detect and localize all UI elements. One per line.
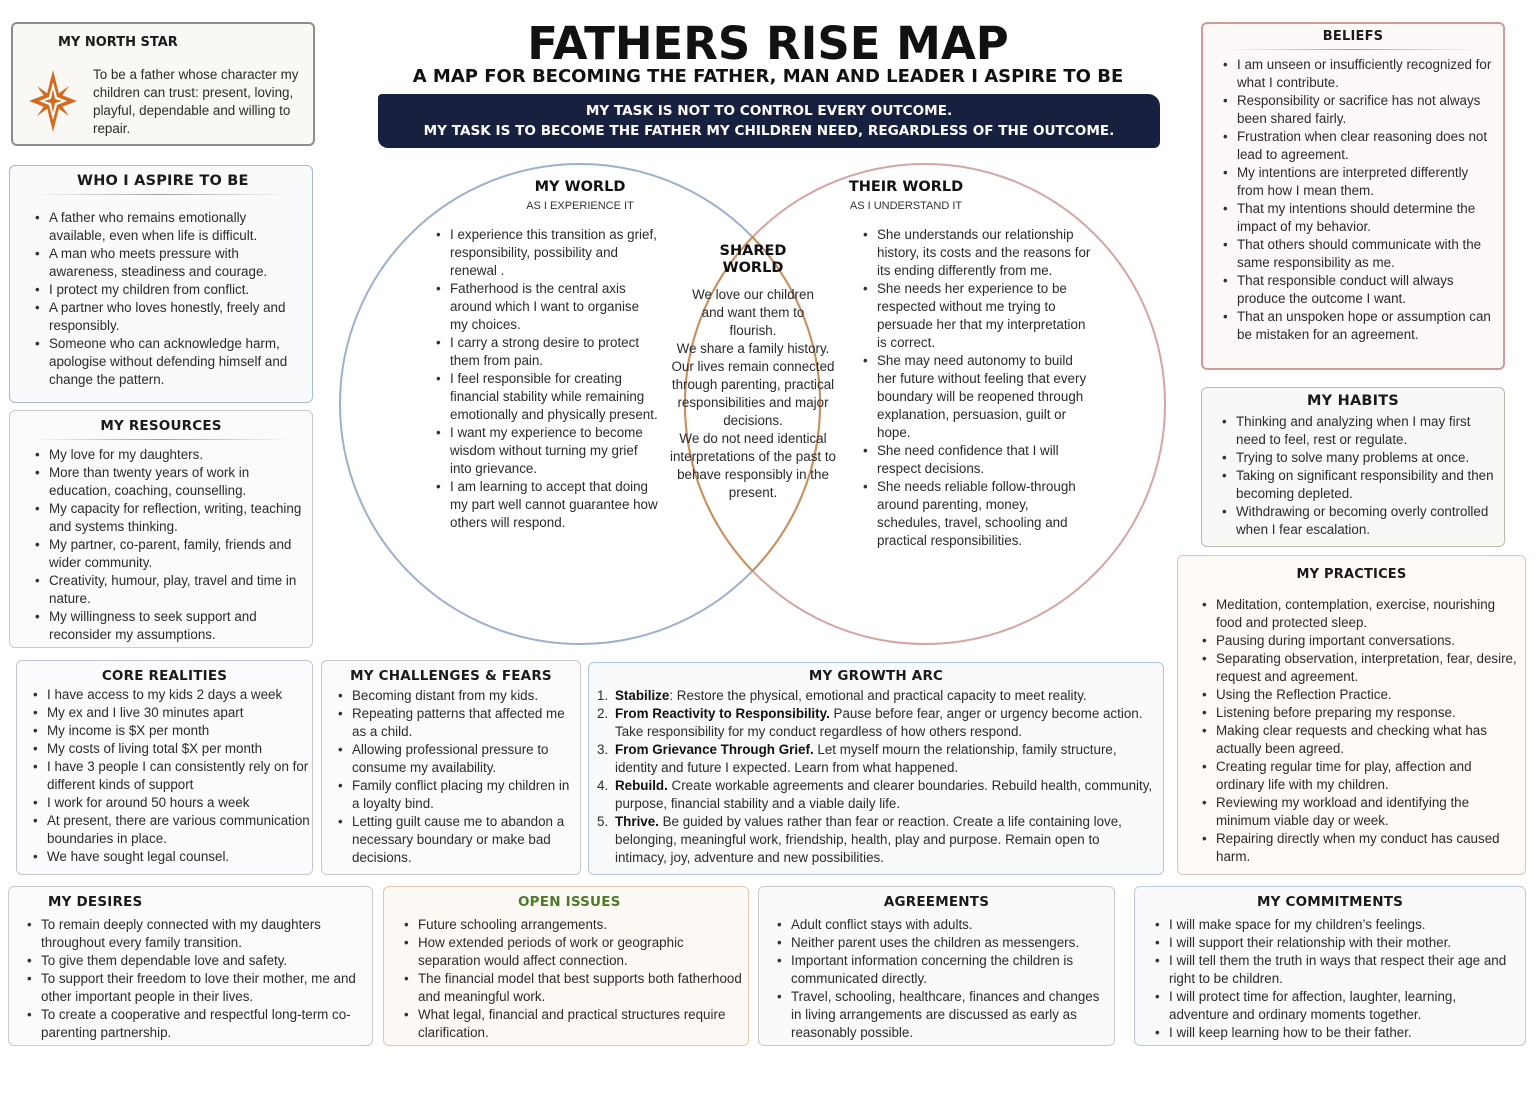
step-number: 2. — [597, 706, 609, 721]
list-item: • To support their freedom to love their mother, me and other important people in their lives. — [21, 970, 366, 1006]
list-item: • Future schooling arrangements. — [398, 916, 742, 934]
list-item: • I am learning to accept that doing my part well cannot guarantee how others will respond. — [430, 478, 658, 532]
list-item: • Important information concerning the children is communicated directly. — [771, 952, 1110, 988]
list-item: • Someone who can acknowledge harm, apologise without defending himself and change the pattern. — [29, 335, 306, 389]
list-item: • My ex and I live 30 minutes apart — [27, 704, 310, 722]
list-item: • Allowing professional pressure to consume my availability. — [332, 741, 574, 777]
list-item: • I carry a strong desire to protect them from pain. — [430, 334, 658, 370]
list-item: • That an unspoken hope or assumption can be mistaken for an agreement. — [1217, 308, 1497, 344]
list-item: • Withdrawing or becoming overly controlled when I fear escalation. — [1216, 503, 1500, 539]
resources-title: MY RESOURCES — [100, 418, 222, 434]
open-issues-list — [398, 916, 742, 1042]
growth-step — [593, 813, 1155, 867]
list-item: • I am unseen or insufficiently recognized for what I contribute. — [1217, 56, 1497, 92]
step-number: 3. — [597, 742, 609, 757]
divider — [30, 439, 292, 440]
their-world-title: THEIR WORLD — [848, 179, 964, 195]
task-banner — [378, 94, 1160, 148]
divider — [1223, 49, 1483, 50]
step-heading: Rebuild. — [615, 778, 668, 793]
step-text: Be guided by values rather than fear or reaction. Create a life containing love, belonging, meaningful work, friendship, health, play and purpose. Remain open to intimacy, joy, adventure and new possibilities. — [615, 814, 1122, 865]
list-item: • I have access to my kids 2 days a week — [27, 686, 310, 704]
list-item: • What legal, financial and practical structures require clarification. — [398, 1006, 742, 1042]
list-item: • To give them dependable love and safety. — [21, 952, 366, 970]
list-item: • I want my experience to become wisdom without turning my grief into grievance. — [430, 424, 658, 478]
growth-arc-list — [593, 687, 1155, 867]
list-item: • Meditation, contemplation, exercise, nourishing food and protected sleep. — [1196, 596, 1519, 632]
list-item: • I will support their relationship with their mother. — [1149, 934, 1519, 952]
habits-panel — [1201, 387, 1505, 547]
list-item: • She may need autonomy to build her future without feeling that every boundary will be reopened through explanation, persuasion, guilt or hope. — [857, 352, 1091, 442]
list-item: • A father who remains emotionally available, even when life is difficult. — [29, 209, 306, 245]
list-item: • Separating observation, interpretation, fear, desire, request and agreement. — [1196, 650, 1519, 686]
banner-line-2: MY TASK IS TO BECOME THE FATHER MY CHILDREN NEED, REGARDLESS OF THE OUTCOME. — [423, 123, 1115, 139]
beliefs-title: BELIEFS — [1322, 29, 1384, 44]
list-item: • Letting guilt cause me to abandon a necessary boundary or make bad decisions. — [332, 813, 574, 867]
desires-panel — [8, 886, 373, 1046]
list-item: • A man who meets pressure with awareness, steadiness and courage. — [29, 245, 306, 281]
step-heading: From Grievance Through Grief. — [615, 742, 814, 757]
north-star-panel — [11, 22, 315, 146]
my-world-title: MY WORLD — [534, 179, 626, 195]
list-item: • She needs reliable follow-through around parenting, money, schedules, travel, schooling and practical responsibilities. — [857, 478, 1091, 550]
list-item: • More than twenty years of work in education, coaching, counselling. — [29, 464, 308, 500]
list-item: • My love for my daughters. — [29, 446, 308, 464]
resources-panel — [9, 410, 313, 648]
resources-list — [29, 446, 308, 644]
page-title: FATHERS RISE MAP — [527, 17, 1009, 70]
shared-world-p1: We love our children and want them to flourish. — [692, 287, 814, 338]
list-item: • A partner who loves honestly, freely and responsibly. — [29, 299, 306, 335]
list-item: • My willingness to seek support and reconsider my assumptions. — [29, 608, 308, 644]
step-number: 4. — [597, 778, 609, 793]
list-item: • Reviewing my workload and identifying the minimum viable day or week. — [1196, 794, 1519, 830]
step-number: 1. — [597, 688, 609, 703]
who-i-aspire-title: WHO I ASPIRE TO BE — [77, 173, 249, 189]
shared-world-title-line-1: SHARED — [719, 243, 787, 259]
list-item: • Frustration when clear reasoning does not lead to agreement. — [1217, 128, 1497, 164]
list-item: • She needs her experience to be respected without me trying to persuade her that my interpretation is correct. — [857, 280, 1091, 352]
desires-title: MY DESIRES — [48, 894, 143, 910]
list-item: • I will protect time for affection, laughter, learning, adventure and ordinary moments together. — [1149, 988, 1519, 1024]
step-number: 5. — [597, 814, 609, 829]
growth-step — [593, 705, 1155, 741]
list-item: • Responsibility or sacrifice has not always been shared fairly. — [1217, 92, 1497, 128]
list-item: • I protect my children from conflict. — [29, 281, 306, 299]
list-item: • Repeating patterns that affected me as a child. — [332, 705, 574, 741]
challenges-panel — [321, 660, 581, 875]
step-text: : Restore the physical, emotional and practical capacity to meet reality. — [669, 688, 1087, 703]
list-item: • Listening before preparing my response. — [1196, 704, 1519, 722]
list-item: • I will make space for my children’s feelings. — [1149, 916, 1519, 934]
list-item: • Becoming distant from my kids. — [332, 687, 574, 705]
my-world-list — [430, 226, 658, 532]
north-star-text: To be a father whose character my children can trust: present, loving, playful, dependable and willing to repair. — [93, 67, 299, 136]
list-item: • That my intentions should determine the impact of my behavior. — [1217, 200, 1497, 236]
list-item: • To create a cooperative and respectful long-term co-parenting partnership. — [21, 1006, 366, 1042]
list-item: • How extended periods of work or geographic separation would affect connection. — [398, 934, 742, 970]
list-item: • Pausing during important conversations. — [1196, 632, 1519, 650]
list-item: • That responsible conduct will always produce the outcome I want. — [1217, 272, 1497, 308]
list-item: • At present, there are various communication boundaries in place. — [27, 812, 310, 848]
list-item: • Thinking and analyzing when I may first need to feel, rest or regulate. — [1216, 413, 1500, 449]
their-world-subtitle: AS I UNDERSTAND IT — [849, 200, 963, 212]
beliefs-list — [1217, 56, 1497, 344]
list-item: • I will keep learning how to be their father. — [1149, 1024, 1519, 1042]
step-text: Let myself mourn the relationship, family structure, identity and future I expected. Learn from what happened. — [615, 742, 1117, 775]
open-issues-panel — [383, 886, 749, 1046]
list-item: • My costs of living total $X per month — [27, 740, 310, 758]
step-text: Pause before fear, anger or urgency become action. Take responsibility for my conduct regardless of how others respond. — [615, 706, 1143, 739]
step-heading: Stabilize — [615, 688, 670, 703]
shared-world-p3: We do not need identical interpretations of the past to behave responsibly in the present. — [670, 431, 836, 500]
list-item: • I work for around 50 hours a week — [27, 794, 310, 812]
list-item: • Travel, schooling, healthcare, finances and changes in living arrangements are discussed as early as reasonably possible. — [771, 988, 1110, 1042]
list-item: • That others should communicate with the same responsibility as me. — [1217, 236, 1497, 272]
list-item: • Fatherhood is the central axis around which I want to organise my choices. — [430, 280, 658, 334]
core-realities-title: CORE REALITIES — [101, 668, 228, 684]
habits-title: MY HABITS — [1307, 393, 1399, 409]
list-item: • Trying to solve many problems at once. — [1216, 449, 1500, 467]
desires-list — [21, 916, 366, 1042]
agreements-list — [771, 916, 1110, 1042]
core-realities-list — [27, 686, 310, 866]
list-item: • Adult conflict stays with adults. — [771, 916, 1110, 934]
challenges-title: MY CHALLENGES & FEARS — [350, 668, 552, 684]
list-item: • My capacity for reflection, writing, teaching and systems thinking. — [29, 500, 308, 536]
shared-world-text — [665, 286, 841, 502]
practices-list — [1196, 596, 1519, 866]
step-heading: From Reactivity to Responsibility. — [615, 706, 830, 721]
practices-panel — [1177, 555, 1526, 875]
star-compass-icon — [29, 70, 77, 132]
list-item: • I have 3 people I can consistently rely on for different kinds of support — [27, 758, 310, 794]
list-item: • My income is $X per month — [27, 722, 310, 740]
commitments-title: MY COMMITMENTS — [1256, 894, 1404, 910]
beliefs-panel — [1201, 22, 1505, 370]
page-subtitle: A MAP FOR BECOMING THE FATHER, MAN AND LEADER I ASPIRE TO BE — [412, 66, 1124, 87]
list-item: • Taking on significant responsibility and then becoming depleted. — [1216, 467, 1500, 503]
list-item: • Creating regular time for play, affection and ordinary life with my children. — [1196, 758, 1519, 794]
list-item: • She understands our relationship history, its costs and the reasons for its ending differently from me. — [857, 226, 1091, 280]
banner-line-1: MY TASK IS NOT TO CONTROL EVERY OUTCOME. — [585, 103, 953, 119]
shared-world-p2: We share a family history. Our lives remain connected through parenting, practical responsibilities and major decisions. — [671, 341, 835, 428]
list-item: • I will tell them the truth in ways that respect their age and right to be children. — [1149, 952, 1519, 988]
list-item: • Family conflict placing my children in a loyalty bind. — [332, 777, 574, 813]
list-item: • I experience this transition as grief, responsibility, possibility and renewal . — [430, 226, 658, 280]
growth-step — [593, 687, 1155, 705]
agreements-title: AGREEMENTS — [883, 894, 990, 910]
list-item: • My intentions are interpreted differently from how I mean them. — [1217, 164, 1497, 200]
my-world-subtitle: AS I EXPERIENCE IT — [526, 200, 634, 212]
list-item: • Repairing directly when my conduct has caused harm. — [1196, 830, 1519, 866]
their-world-list — [857, 226, 1091, 550]
list-item: • Neither parent uses the children as messengers. — [771, 934, 1110, 952]
list-item: • Making clear requests and checking what has actually been agreed. — [1196, 722, 1519, 758]
growth-step — [593, 741, 1155, 777]
practices-title: MY PRACTICES — [1296, 567, 1407, 582]
list-item: • The financial model that best supports both fatherhood and meaningful work. — [398, 970, 742, 1006]
north-star-title: MY NORTH STAR — [58, 35, 178, 50]
commitments-list — [1149, 916, 1519, 1042]
list-item: • Using the Reflection Practice. — [1196, 686, 1519, 704]
core-realities-panel — [16, 660, 313, 875]
list-item: • Creativity, humour, play, travel and time in nature. — [29, 572, 308, 608]
aspire-list — [29, 209, 306, 389]
shared-world-title — [703, 243, 803, 277]
list-item: • To remain deeply connected with my daughters throughout every family transition. — [21, 916, 366, 952]
commitments-panel — [1134, 886, 1526, 1046]
habits-list — [1216, 413, 1500, 539]
growth-arc-panel — [588, 662, 1164, 875]
agreements-panel — [758, 886, 1115, 1046]
step-heading: Thrive. — [615, 814, 659, 829]
list-item: • My partner, co-parent, family, friends and wider community. — [29, 536, 308, 572]
challenges-list — [332, 687, 574, 867]
open-issues-title: OPEN ISSUES — [518, 894, 621, 910]
step-text: Create workable agreements and clearer boundaries. Rebuild health, community, purpose, financial stability and a viable daily life. — [615, 778, 1153, 811]
list-item: • I feel responsible for creating financial stability while remaining emotionally and physically present. — [430, 370, 658, 424]
growth-step — [593, 777, 1155, 813]
divider — [30, 194, 292, 195]
list-item: • We have sought legal counsel. — [27, 848, 310, 866]
who-i-aspire-panel — [9, 165, 313, 403]
list-item: • She need confidence that I will respect decisions. — [857, 442, 1091, 478]
growth-arc-title: MY GROWTH ARC — [808, 668, 944, 684]
shared-world-title-line-2: WORLD — [722, 260, 784, 276]
